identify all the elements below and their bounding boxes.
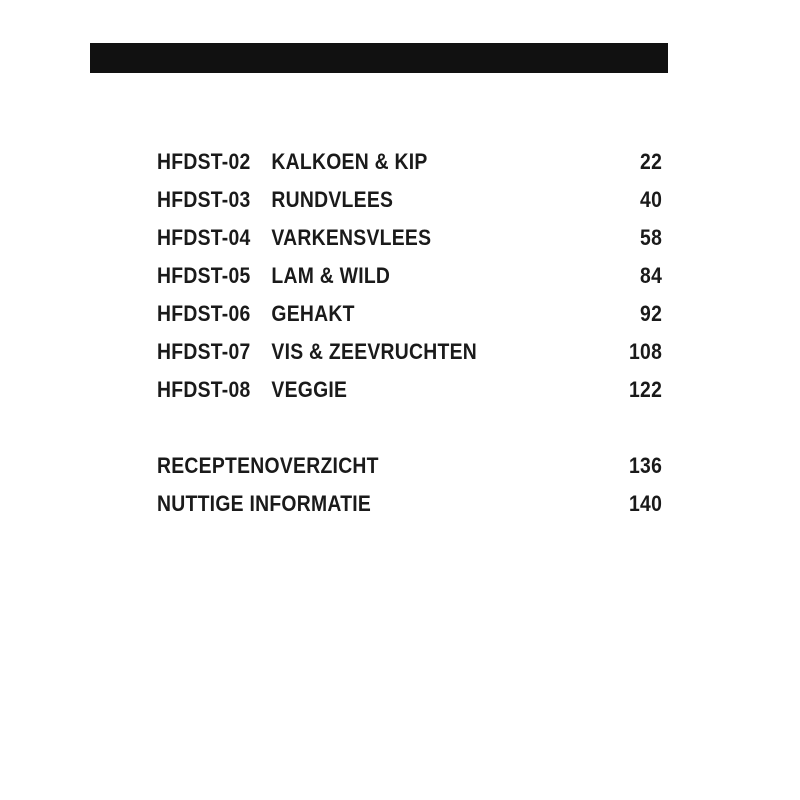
toc-entry-chapter-02[interactable] — [157, 143, 662, 181]
toc-entry-nuttige-informatie[interactable] — [157, 485, 662, 523]
section-spacer — [157, 409, 662, 447]
chapter-number: HFDST-08 — [157, 377, 251, 402]
chapter-title: KALKOEN & KIP — [271, 149, 428, 174]
appendix-title: NUTTIGE INFORMATIE — [157, 491, 372, 516]
toc-entry-chapter-08[interactable] — [157, 371, 662, 409]
chapter-title: RUNDVLEES — [271, 187, 394, 212]
toc-entry-receptenoverzicht[interactable] — [157, 447, 662, 485]
table-of-contents — [157, 143, 662, 523]
page-number: 122 — [629, 377, 663, 402]
page-number: 140 — [629, 491, 663, 516]
chapter-number: HFDST-06 — [157, 301, 251, 326]
chapter-number: HFDST-05 — [157, 263, 251, 288]
chapter-title: LAM & WILD — [271, 263, 391, 288]
toc-entry-chapter-06[interactable] — [157, 295, 662, 333]
toc-entry-chapter-03[interactable] — [157, 181, 662, 219]
page-number: 92 — [640, 301, 663, 326]
chapter-number: HFDST-03 — [157, 187, 251, 212]
chapter-number: HFDST-02 — [157, 149, 251, 174]
appendix-title: RECEPTENOVERZICHT — [157, 453, 379, 478]
page-number: 40 — [640, 187, 663, 212]
chapter-number: HFDST-07 — [157, 339, 251, 364]
toc-entry-chapter-07[interactable] — [157, 333, 662, 371]
toc-entry-chapter-04[interactable] — [157, 219, 662, 257]
page-number: 136 — [629, 453, 663, 478]
page-number: 58 — [640, 225, 663, 250]
chapter-title: VARKENSVLEES — [271, 225, 432, 250]
page-number: 22 — [640, 149, 663, 174]
chapter-title: VEGGIE — [271, 377, 348, 402]
page-number: 84 — [640, 263, 663, 288]
toc-entry-chapter-05[interactable] — [157, 257, 662, 295]
chapter-number: HFDST-04 — [157, 225, 251, 250]
chapter-title: GEHAKT — [271, 301, 355, 326]
chapter-title: VIS & ZEEVRUCHTEN — [271, 339, 478, 364]
header-bar — [90, 43, 668, 73]
page-number: 108 — [629, 339, 663, 364]
